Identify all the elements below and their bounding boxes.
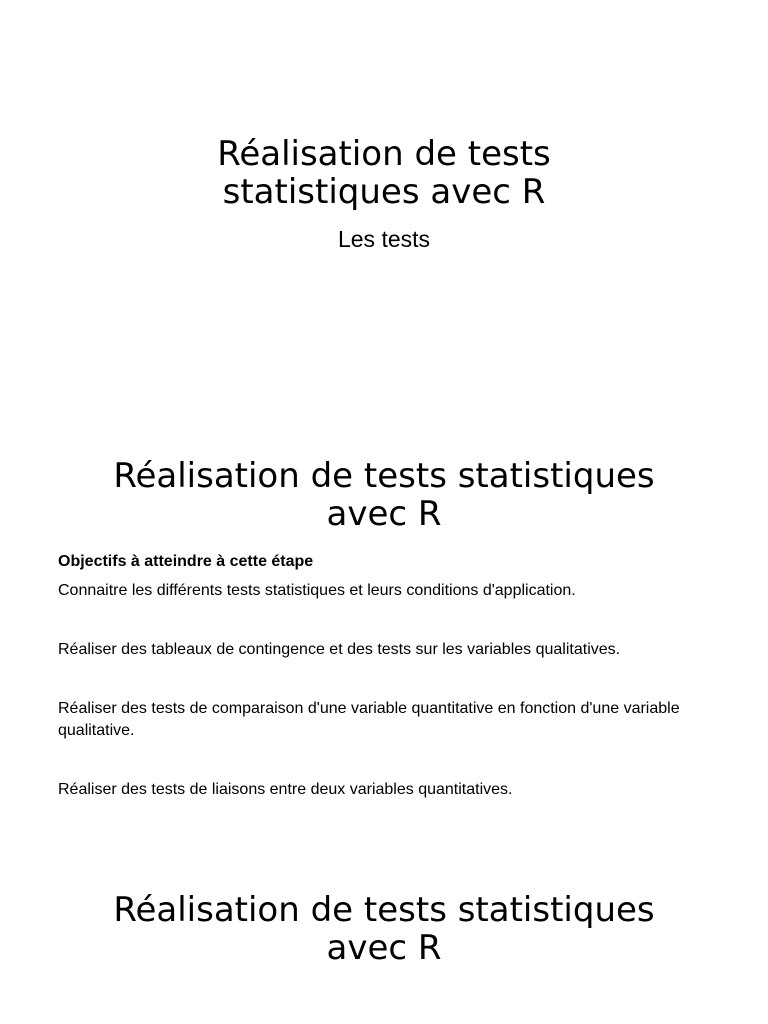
objective-item: Réaliser des tests de comparaison d'une variable quantitative en fonction d'une variable qualitative. [58,700,680,739]
objective-item: Réaliser des tests de liaisons entre deux variables quantitatives. [58,781,513,798]
slide-1-title: Réalisation de tests statistiques avec R [217,134,551,212]
objectives-block [58,551,698,801]
slide-title-page [0,135,768,253]
slide-1-subtitle: Les tests [337,226,431,252]
slide-3-title: Réalisation de tests statistiques avec R [113,890,655,968]
objective-item: Réaliser des tableaux de contingence et des tests sur les variables qualitatives. [58,641,621,658]
objectives-heading: Objectifs à atteindre à cette étape [58,553,314,570]
slide-objectives [0,456,768,798]
slide-2-title: Réalisation de tests statistiques avec R [113,456,655,534]
slide-section-title [0,891,768,967]
objective-item: Connaitre les différents tests statistiques et leurs conditions d'application. [58,582,576,599]
